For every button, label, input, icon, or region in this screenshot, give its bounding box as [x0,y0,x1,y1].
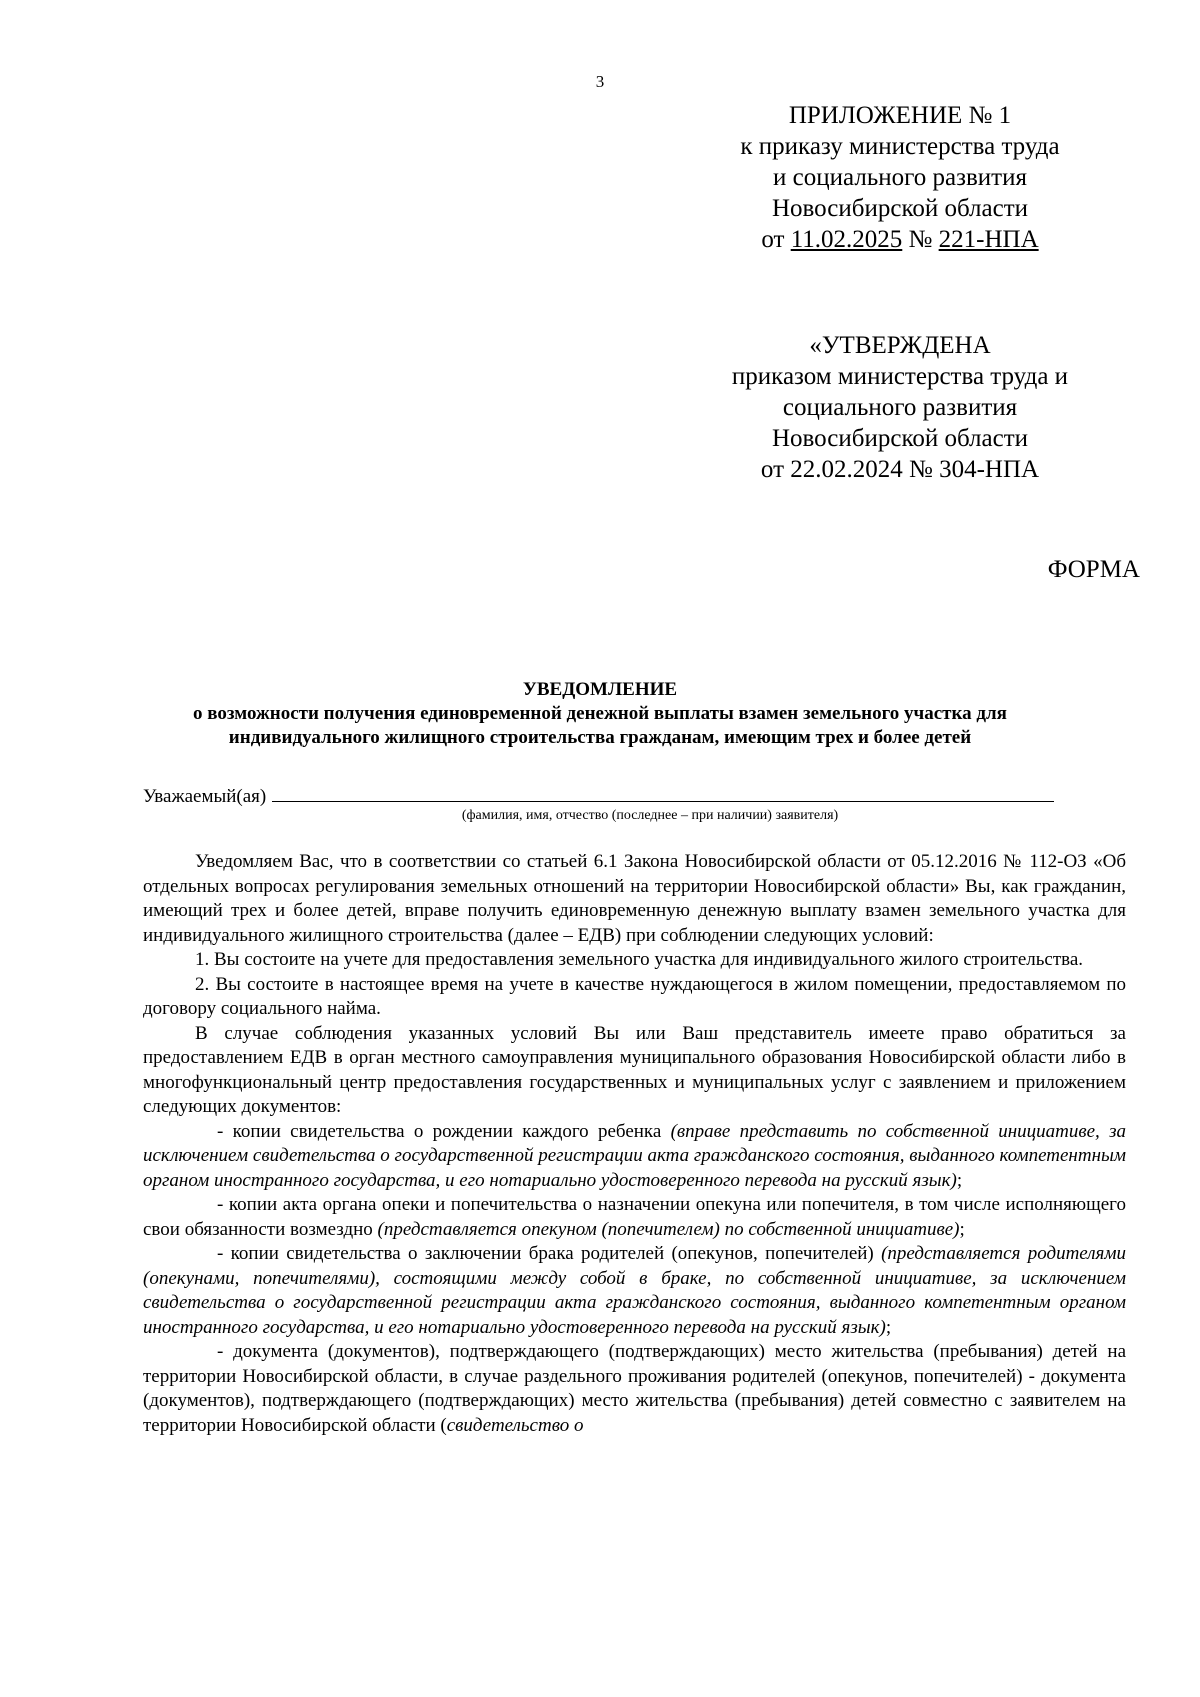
appendix-line-1: ПРИЛОЖЕНИЕ № 1 [788,102,1012,129]
document-item-3-text: - копии свидетельства о заключении брака родителей (опекунов, попечителей) [217,1243,882,1264]
document-item-2-end: ; [959,1218,965,1240]
approved-header [690,330,1110,485]
condition-2: 2. Вы состоите в настоящее время на учете в качестве нуждающегося в жилом помещении, предоставляемом по договору социального найма. [143,973,1126,1019]
document-item-4 [143,1340,1126,1438]
approved-line-1: «УТВЕРЖДЕНА [809,332,991,359]
appendix-line-2: к приказу министерства труда [740,133,1060,160]
addressee-label: Уважаемый(ая) [143,786,267,807]
appendix-number-prefix: № [902,226,939,253]
appendix-order-ref [690,224,1110,255]
appendix-date-prefix: от [761,226,791,253]
appendix-line-3: и социального развития [773,164,1027,191]
document-item-4-text: - документа (документов), подтверждающего (подтверждающих) место жительства (пребывания) детей на территории Новосибирской области, в случае раздельного проживания родителей (опекунов, попечителей) - документа (документов), подтверждающего (подтверждающих) место жительства (пребывания) детей совместно с заявителем на территории Новосибирской области ( [143,1341,1126,1436]
approved-line-3: социального развития [782,394,1018,421]
addressee-hint: (фамилия, имя, отчество (последнее – при наличии) заявителя) [461,808,839,823]
appendix-line-4: Новосибирской области [771,195,1029,222]
title-line-1: УВЕДОМЛЕНИЕ [522,679,678,700]
form-label: ФОРМА [1047,556,1140,583]
document-item-2-note: (представляется опекуном (попечителем) по собственной инициативе) [377,1218,960,1240]
page-number: 3 [595,72,605,91]
document-item-1-end: ; [956,1169,963,1191]
document-item-1-text: - копии свидетельства о рождении каждого ребенка [217,1120,671,1142]
appendix-header [690,100,1110,255]
addressee-row [143,783,1083,808]
document-item-3-end: ; [885,1316,892,1338]
condition-1: 1. Вы состоите на учете для предоставления земельного участка для индивидуального жилого строительства. [195,949,1084,970]
appendix-date: 11.02.2025 [790,226,903,253]
paragraph-application: В случае соблюдения указанных условий Вы или Ваш представитель имеете право обратиться за предоставлением ЕДВ в орган местного самоуправления муниципального образования Новосибирской области либо в многофункциональный центр предоставления государственных и муниципальных услуг с заявлением и приложением следующих документов: [143,1022,1126,1117]
document-item-3-note: (представляется родителями (опекунами, попечителями), состоящими между собой в браке, по собственной инициативе, за исключением свидетельства о государственной регистрации акта гражданского состояния, выданного компетентным органом иностранного государства, и его нотариально удостоверенного перевода на русский язык) [143,1243,1127,1338]
title-line-2: о возможности получения единовременной денежной выплаты взамен земельного участка для [193,703,1007,724]
title-line-3: индивидуального жилищного строительства гражданам, имеющим трех и более детей [228,727,972,748]
approved-line-5: от 22.02.2024 № 304-НПА [760,456,1040,483]
document-item-1-note: (вправе представить по собственной инициативе, за исключением свидетельства о государственной регистрации акта гражданского состояния, выданного компетентным органом иностранного государства, и его нотариально удостоверенного перевода на русский язык) [143,1120,1126,1191]
notification-body [143,850,1126,1438]
document-title [150,678,1050,750]
approved-line-2: приказом министерства труда и [731,363,1069,390]
approved-line-4: Новосибирской области [771,425,1029,452]
document-item-2-text: - копии акта органа опеки и попечительства о назначении опекуна или попечителя, в том числе исполняющего свои обязанности возмездно [143,1194,1126,1240]
document-item-4-note: свидетельство о [446,1414,584,1436]
appendix-number: 221-НПА [938,226,1039,253]
document-item-1 [143,1120,1126,1194]
document-item-2 [143,1193,1126,1242]
paragraph-intro: Уведомляем Вас, что в соответствии со статьей 6.1 Закона Новосибирской области от 05.12.2016 № 112-ОЗ «Об отдельных вопросах регулирования земельных отношений на территории Новосибирской области» Вы, как гражданин, имеющий трех и более детей, вправе получить единовременную денежную выплату взамен земельного участка для индивидуального жилищного строительства (далее – ЕДВ) при соблюдении следующих условий: [143,851,1126,946]
addressee-name-line [272,783,1054,802]
document-item-3 [143,1242,1126,1340]
